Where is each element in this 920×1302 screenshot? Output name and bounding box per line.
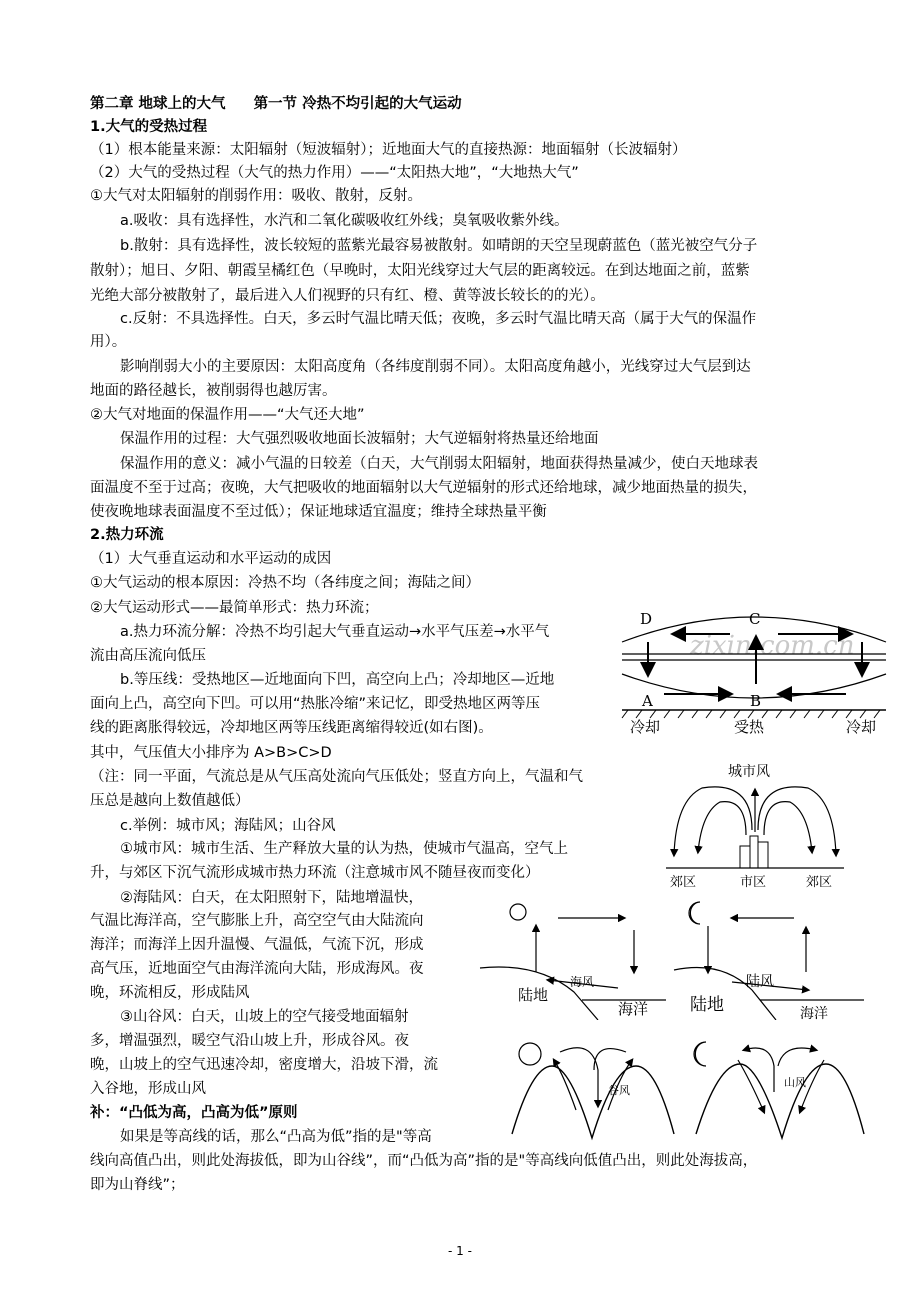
- ground-hatch: [622, 710, 880, 718]
- s2-line-9: 其中，气压值大小排序为 A>B>C>D: [90, 745, 332, 761]
- s1-line-3: ①大气对太阳辐射的削弱作用：吸收、散射，反射。: [90, 188, 422, 204]
- s1-line-4: a.吸收：具有选择性，水汽和二氧化碳吸收红外线；臭氧吸收紫外线。: [120, 213, 569, 229]
- sun-icon: [519, 1043, 541, 1065]
- section2-heading: 2.热力环流: [90, 527, 164, 543]
- supp-line-1: 如果是等高线的话，那么“凸高为低”指的是"等高: [120, 1129, 432, 1145]
- mountain-wind-label: 山风: [784, 1076, 806, 1089]
- urban-arrow-inner-left: [698, 802, 746, 852]
- mountain-arrow-down-left: [738, 1060, 764, 1112]
- land-breeze-label: 陆风: [746, 974, 774, 990]
- section-heading: 第一节 冷热不均引起的大气运动: [253, 96, 462, 112]
- s2-line-3: ②大气运动形式——最简单形式：热力环流；: [90, 600, 379, 616]
- s2-line-4: a.热力环流分解：冷热不均引起大气垂直运动→水平气压差→水平气: [120, 624, 550, 640]
- s2-line-15: ②海陆风：白天，在太阳照射下，陆地增温快，: [120, 890, 423, 906]
- land-label-day: 陆地: [518, 986, 549, 1004]
- valley-arrow-top-right: [594, 1049, 626, 1070]
- s2-line-19: 晚，环流相反，形成陆风: [90, 985, 250, 1001]
- s1-line-5: b.散射：具有选择性，波长较短的蓝紫光最容易被散射。如晴朗的天空呈现蔚蓝色（蓝光被空气分子: [120, 238, 758, 254]
- s1-line-15: 面温度不至于过高；夜晚，大气把吸收的地面辐射以大气逆辐射的形式还给地球，减少地面热量的损失，: [90, 480, 757, 496]
- s2-line-13: ①城市风：城市生活、生产释放大量的认为热，使城市气温高，空气上: [120, 841, 568, 857]
- label-cold-right: 冷却: [846, 718, 877, 736]
- s1-line-13: 保温作用的过程：大气强烈吸收地面长波辐射；大气逆辐射将热量还给地面: [120, 431, 599, 447]
- urban-city: 市区: [740, 875, 767, 890]
- sea-breeze-label: 海风: [570, 975, 595, 989]
- s2-line-6: b.等压线：受热地区—近地面向下凹，高空向上凸；冷却地区—近地: [120, 672, 555, 688]
- s1-line-11: 地面的路径越长，被削弱得也越厉害。: [90, 383, 337, 399]
- s2-line-16: 气温比海洋高，空气膨胀上升，高空空气由大陆流向: [90, 913, 424, 929]
- chapter-heading: 第二章 地球上的大气: [90, 96, 226, 112]
- mountain-profile-night: [696, 1064, 864, 1138]
- s1-line-14: 保温作用的意义：减小气温的日较差（白天，大气削弱太阳辐射，地面获得热量减少，使白天地球表: [120, 456, 758, 472]
- mountain-profile-day: [512, 1066, 674, 1138]
- supp-line-3: 即为山脊线”；: [90, 1177, 185, 1193]
- s2-line-18: 高气压，近地面空气由海洋流向大陆，形成海风。夜: [90, 961, 424, 977]
- s2-line-10: （注：同一平面，气流总是从气压高处流向气压低处；竖直方向上，气温和气: [90, 769, 583, 785]
- mountain-arrow-up-right: [778, 1048, 816, 1066]
- mountain-arrow-up-left: [744, 1048, 774, 1092]
- label-cold-left: 冷却: [630, 718, 661, 736]
- urban-wind-figure: [662, 760, 848, 890]
- moon-icon: [694, 1042, 706, 1066]
- land-label-night: 陆地: [690, 995, 724, 1015]
- s1-line-10: 影响削弱大小的主要原因：太阳高度角（各纬度削弱不同）。太阳高度角越小，光线穿过大气层到达: [120, 359, 751, 375]
- urban-suburb-right: 郊区: [806, 875, 833, 890]
- s1-line-16: 使夜晚地球表面温度不至过低）；保证地球适宜温度；维持全球热量平衡: [90, 504, 547, 520]
- urban-arrow-outer-left: [674, 787, 752, 855]
- sea-label-night: 海洋: [800, 1006, 828, 1020]
- s1-line-7: 光绝大部分被散射了，最后进入人们视野的只有红、橙、黄等波长较长的的光）。: [90, 288, 605, 304]
- s1-line-9: 用）。: [90, 334, 127, 350]
- s1-line-8: c.反射：不具选择性。白天，多云时气温比晴天低；夜晚，多云时气温比晴天高（属于大气的保温作: [120, 311, 757, 327]
- urban-arrow-inner-right: [764, 802, 812, 852]
- sun-icon: [510, 904, 526, 920]
- urban-title: 城市风: [728, 764, 770, 780]
- valley-wind-figure: [508, 1030, 678, 1142]
- label-B: B: [750, 692, 762, 710]
- s2-line-14: 升，与郊区下沉气流形成城市热力环流（注意城市风不随昼夜而变化）: [90, 865, 540, 881]
- chapter-title: [90, 93, 462, 115]
- s1-line-2: （2）大气的受热过程（大气的热力作用）——“太阳热大地”，“大地热大气”: [90, 165, 579, 181]
- land-breeze-figure: [672, 896, 866, 1020]
- s2-line-17: 海洋；而海洋上因升温慢、气温低，气流下沉，形成: [90, 937, 424, 953]
- mountain-wind-figure: [692, 1030, 868, 1142]
- section1-heading: 1.大气的受热过程: [90, 119, 208, 135]
- s1-line-1: （1）根本能量来源：太阳辐射（短波辐射）；近地面大气的直接热源：地面辐射（长波辐射）: [90, 142, 687, 158]
- s2-line-11: 压总是越向上数值越低）: [90, 793, 250, 809]
- s2-line-22: 晚，山坡上的空气迅速冷却，密度增大，沿坡下滑，流: [90, 1057, 438, 1073]
- sea-breeze-figure: [478, 896, 668, 1020]
- supp-line-2: 线向高值凸出，则此处海拔低，即为山谷线”，而“凸低为高”指的是"等高线向低值凸出，则此处海拔高，: [90, 1153, 758, 1169]
- label-D: D: [640, 610, 653, 628]
- moon-icon: [689, 902, 700, 924]
- s2-line-7: 面向上凸，高空向下凹。可以用“热胀冷缩”来记忆，即受热地区两等压: [90, 696, 541, 712]
- s2-line-12: c.举例：城市风；海陆风；山谷风: [120, 818, 336, 834]
- s1-line-12: ②大气对地面的保温作用——“大气还大地”: [90, 407, 365, 423]
- sea-label-day: 海洋: [618, 1000, 649, 1018]
- s2-line-1: （1）大气垂直运动和水平运动的成因: [90, 551, 332, 567]
- s2-line-2: ①大气运动的根本原因：冷热不均（各纬度之间；海陆之间）: [90, 575, 480, 591]
- s1-line-6: 散射）；旭日、夕阳、朝霞呈橘红色（早晚时，太阳光线穿过大气层的距离较远。在到达地面之前，蓝紫: [90, 263, 750, 279]
- thermal-circulation-figure: [618, 602, 890, 740]
- s2-line-23: 入谷地，形成山风: [90, 1081, 206, 1097]
- label-A: A: [642, 692, 653, 710]
- page-number: - 1 -: [448, 1244, 472, 1258]
- city-buildings: [740, 836, 768, 868]
- urban-suburb-left: 郊区: [670, 875, 697, 890]
- valley-arrow-down-left: [560, 1048, 598, 1106]
- label-C: C: [749, 610, 761, 628]
- s2-line-20: ③山谷风：白天，山坡上的空气接受地面辐射: [120, 1009, 409, 1025]
- watermark: zixin.com.cn: [690, 631, 855, 661]
- urban-arrow-outer-right: [758, 787, 836, 855]
- s2-line-5: 流由高压流向低压: [90, 648, 206, 664]
- label-heated: 受热: [734, 718, 765, 736]
- supplement-heading: 补：“凸低为高，凸高为低”原则: [90, 1105, 298, 1121]
- s2-line-8: 线的距离胀得较远，冷却地区两等压线距离缩得较近(如右图)。: [90, 720, 493, 736]
- valley-wind-label: 谷风: [608, 1084, 630, 1097]
- s2-line-21: 多，增温强烈，暖空气沿山坡上升，形成谷风。夜: [90, 1033, 409, 1049]
